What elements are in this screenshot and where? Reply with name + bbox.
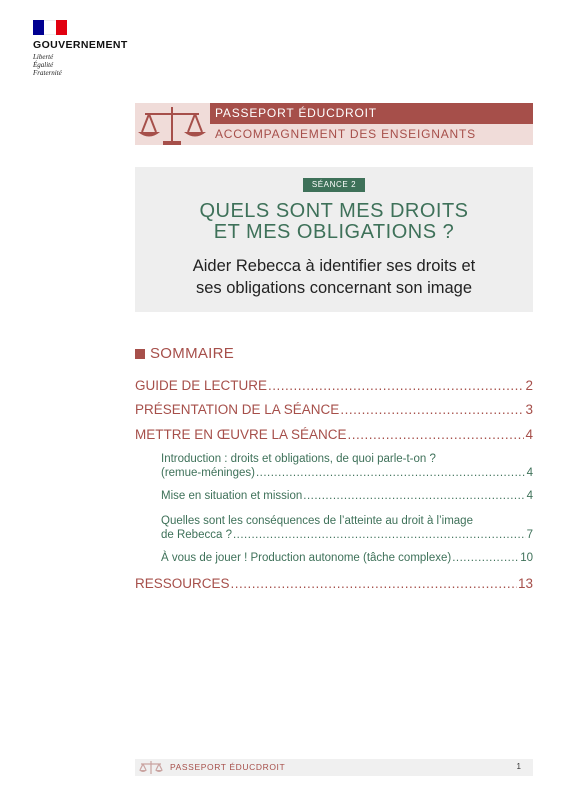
toc-subentry-mise-en-situation[interactable] xyxy=(161,489,533,503)
toc-entry-page: 2 xyxy=(525,378,533,393)
banner-title: PASSEPORT ÉDUCDROIT xyxy=(215,106,377,120)
government-logo xyxy=(33,20,128,77)
toc-subentry-row xyxy=(161,528,533,542)
toc-entry-label: PRÉSENTATION DE LA SÉANCE xyxy=(135,402,340,417)
toc-subentry-line: Introduction : droits et obligations, de quoi parle-t-on ? xyxy=(161,453,436,465)
toc-subentry-a-vous-de-jouer[interactable] xyxy=(161,551,533,565)
toc-subentry-consequences[interactable] xyxy=(161,514,533,542)
toc-subentry-page: 10 xyxy=(520,552,533,564)
banner-scales-area xyxy=(135,103,210,145)
footer-page-number: 1 xyxy=(516,762,521,771)
toc-subentry-line: Quelles sont les conséquences de l’atteinte au droit à l’image xyxy=(161,515,473,527)
session-title xyxy=(135,201,533,243)
session-box xyxy=(135,167,533,312)
toc-entry-label: METTRE EN ŒUVRE LA SÉANCE xyxy=(135,427,347,442)
toc-subentry-page: 4 xyxy=(526,467,533,479)
toc-subentry-page: 4 xyxy=(526,490,533,502)
session-subtitle-line1: Aider Rebecca à identifier ses droits et xyxy=(192,257,476,275)
toc-heading xyxy=(135,345,234,362)
banner-subtitle: ACCOMPAGNEMENT DES ENSEIGNANTS xyxy=(215,127,476,141)
toc-entry-page: 3 xyxy=(525,402,533,417)
session-tag: SÉANCE 2 xyxy=(303,178,365,192)
toc-leader xyxy=(231,576,517,591)
toc-entry-page: 13 xyxy=(517,576,533,591)
page-footer xyxy=(135,759,533,776)
session-title-line1: QUELS SONT MES DROITS xyxy=(199,200,469,222)
toc-subentry-label: Mise en situation et mission xyxy=(161,490,303,502)
header-banner xyxy=(135,103,533,145)
motto-fraternite: Fraternité xyxy=(33,69,62,77)
motto-egalite: Égalité xyxy=(33,61,54,69)
toc-subentry-row xyxy=(161,466,533,480)
toc-entry-ressources[interactable] xyxy=(135,576,533,591)
toc-leader xyxy=(268,378,524,393)
toc-leader xyxy=(303,489,525,503)
scales-of-justice-icon xyxy=(135,103,210,145)
government-motto xyxy=(33,53,128,77)
toc-entry-mettre-en-oeuvre[interactable] xyxy=(135,427,533,442)
footer-label: PASSEPORT ÉDUCDROIT xyxy=(170,762,286,772)
scales-of-justice-icon xyxy=(138,760,164,775)
toc-entry-label: GUIDE DE LECTURE xyxy=(135,378,268,393)
session-subtitle xyxy=(135,255,533,299)
session-title-line2: ET MES OBLIGATIONS ? xyxy=(213,221,455,243)
square-bullet-icon xyxy=(135,349,145,359)
session-subtitle-line2: ses obligations concernant son image xyxy=(195,279,473,297)
toc-entry-presentation[interactable] xyxy=(135,402,533,417)
toc-subentry-label: de Rebecca ? xyxy=(161,529,232,541)
government-name: GOUVERNEMENT xyxy=(33,39,128,51)
toc-leader xyxy=(233,528,526,542)
toc-leader xyxy=(256,466,526,480)
toc-subentry-page: 7 xyxy=(526,529,533,541)
toc-subentry-label: À vous de jouer ! Production autonome (tâche complexe) xyxy=(161,552,452,564)
toc-subentry-row xyxy=(161,489,533,503)
toc-entry-guide[interactable] xyxy=(135,378,533,393)
toc-heading-label: SOMMAIRE xyxy=(150,345,235,362)
toc-leader xyxy=(452,551,519,565)
toc-subentry-row xyxy=(161,551,533,565)
toc-entry-page: 4 xyxy=(525,427,533,442)
toc-subentry-label: (remue-méninges) xyxy=(161,467,255,479)
toc-entry-label: RESSOURCES xyxy=(135,576,230,591)
motto-liberte: Liberté xyxy=(33,53,54,61)
toc-leader xyxy=(348,427,525,442)
toc-subentry-introduction[interactable] xyxy=(161,452,533,480)
toc-leader xyxy=(340,402,524,417)
french-flag-icon xyxy=(33,20,67,35)
